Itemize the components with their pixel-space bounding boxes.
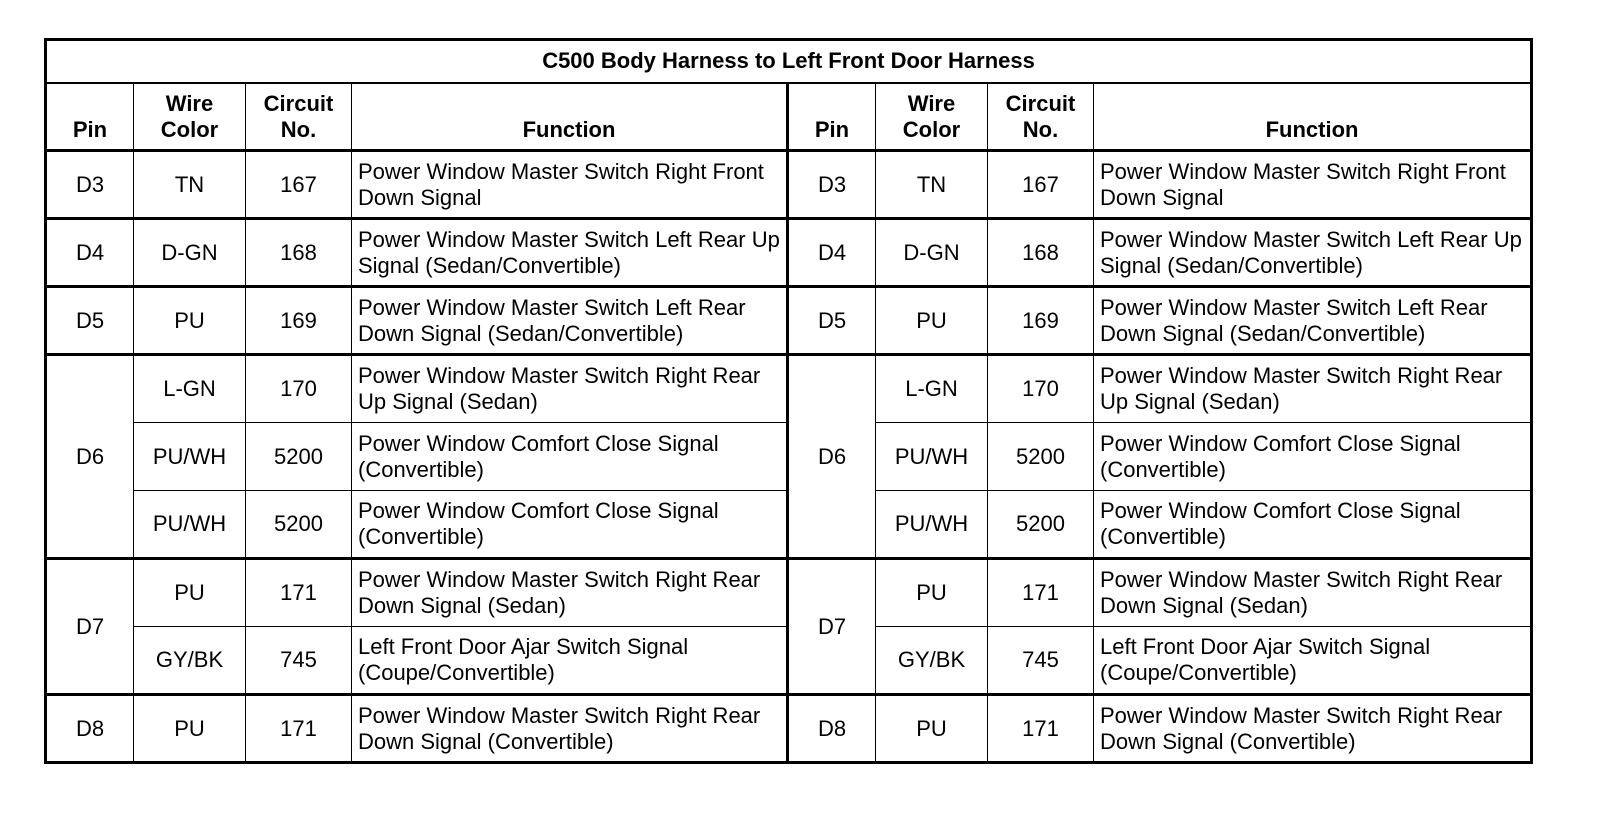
table-row (46, 695, 1532, 763)
function-cell: Power Window Master Switch Right Rear Down Signal (Convertible) (352, 695, 788, 763)
function-cell: Power Window Master Switch Left Rear Down Signal (Sedan/Convertible) (352, 287, 788, 355)
wire-color-cell: PU/WH (876, 423, 988, 491)
circuit-cell: 745 (988, 627, 1094, 695)
function-cell: Power Window Master Switch Right Rear Down Signal (Sedan) (1094, 559, 1532, 627)
wire-color-cell: D-GN (134, 219, 246, 287)
circuit-cell: 167 (988, 151, 1094, 219)
circuit-cell: 168 (988, 219, 1094, 287)
header-circuit-no: Circuit No. (988, 83, 1094, 151)
header-wire-color: Wire Color (134, 83, 246, 151)
circuit-cell: 167 (246, 151, 352, 219)
table-row (46, 559, 1532, 627)
header-pin: Pin (46, 83, 134, 151)
wire-color-cell: PU (876, 287, 988, 355)
table-row (46, 219, 1532, 287)
wire-color-cell: TN (876, 151, 988, 219)
wire-color-cell: GY/BK (876, 627, 988, 695)
function-cell: Power Window Master Switch Right Front Down Signal (1094, 151, 1532, 219)
wire-color-cell: L-GN (876, 355, 988, 423)
wire-color-cell: D-GN (876, 219, 988, 287)
pin-cell: D3 (46, 151, 134, 219)
table-row (46, 151, 1532, 219)
function-cell: Power Window Master Switch Left Rear Up Signal (Sedan/Convertible) (352, 219, 788, 287)
circuit-cell: 168 (246, 219, 352, 287)
wire-color-cell: PU (134, 695, 246, 763)
table-row (46, 287, 1532, 355)
circuit-cell: 171 (988, 695, 1094, 763)
pin-cell: D7 (46, 559, 134, 695)
wire-color-cell: GY/BK (134, 627, 246, 695)
header-pin: Pin (788, 83, 876, 151)
harness-table (44, 38, 1533, 764)
function-cell: Power Window Master Switch Right Rear Down Signal (Convertible) (1094, 695, 1532, 763)
pin-cell: D5 (788, 287, 876, 355)
circuit-cell: 5200 (246, 491, 352, 559)
pin-cell: D4 (46, 219, 134, 287)
pin-cell: D6 (788, 355, 876, 559)
wire-color-cell: PU/WH (876, 491, 988, 559)
function-cell: Power Window Master Switch Right Rear Up Signal (Sedan) (352, 355, 788, 423)
function-cell: Power Window Master Switch Right Front Down Signal (352, 151, 788, 219)
function-cell: Power Window Master Switch Left Rear Down Signal (Sedan/Convertible) (1094, 287, 1532, 355)
circuit-cell: 169 (246, 287, 352, 355)
header-function: Function (1094, 83, 1532, 151)
pin-cell: D7 (788, 559, 876, 695)
pin-cell: D8 (788, 695, 876, 763)
pin-cell: D6 (46, 355, 134, 559)
wire-color-cell: PU/WH (134, 423, 246, 491)
function-cell: Power Window Master Switch Left Rear Up Signal (Sedan/Convertible) (1094, 219, 1532, 287)
circuit-cell: 171 (988, 559, 1094, 627)
table-row (46, 355, 1532, 423)
wire-color-cell: TN (134, 151, 246, 219)
header-wire-color: Wire Color (876, 83, 988, 151)
circuit-cell: 170 (988, 355, 1094, 423)
header-circuit-no: Circuit No. (246, 83, 352, 151)
table-title: C500 Body Harness to Left Front Door Harness (46, 40, 1532, 83)
wire-color-cell: PU (134, 287, 246, 355)
circuit-cell: 169 (988, 287, 1094, 355)
wire-color-cell: PU (876, 559, 988, 627)
circuit-cell: 170 (246, 355, 352, 423)
header-function: Function (352, 83, 788, 151)
function-cell: Power Window Comfort Close Signal (Convertible) (352, 491, 788, 559)
wire-color-cell: L-GN (134, 355, 246, 423)
pin-cell: D5 (46, 287, 134, 355)
pin-cell: D4 (788, 219, 876, 287)
function-cell: Power Window Comfort Close Signal (Convertible) (1094, 491, 1532, 559)
wire-color-cell: PU (134, 559, 246, 627)
circuit-cell: 745 (246, 627, 352, 695)
wire-color-cell: PU/WH (134, 491, 246, 559)
pin-cell: D3 (788, 151, 876, 219)
function-cell: Power Window Master Switch Right Rear Up Signal (Sedan) (1094, 355, 1532, 423)
function-cell: Power Window Master Switch Right Rear Down Signal (Sedan) (352, 559, 788, 627)
function-cell: Left Front Door Ajar Switch Signal (Coupe/Convertible) (1094, 627, 1532, 695)
function-cell: Power Window Comfort Close Signal (Convertible) (352, 423, 788, 491)
circuit-cell: 171 (246, 559, 352, 627)
circuit-cell: 5200 (246, 423, 352, 491)
circuit-cell: 5200 (988, 491, 1094, 559)
function-cell: Left Front Door Ajar Switch Signal (Coupe/Convertible) (352, 627, 788, 695)
circuit-cell: 5200 (988, 423, 1094, 491)
pin-cell: D8 (46, 695, 134, 763)
wire-color-cell: PU (876, 695, 988, 763)
function-cell: Power Window Comfort Close Signal (Convertible) (1094, 423, 1532, 491)
circuit-cell: 171 (246, 695, 352, 763)
